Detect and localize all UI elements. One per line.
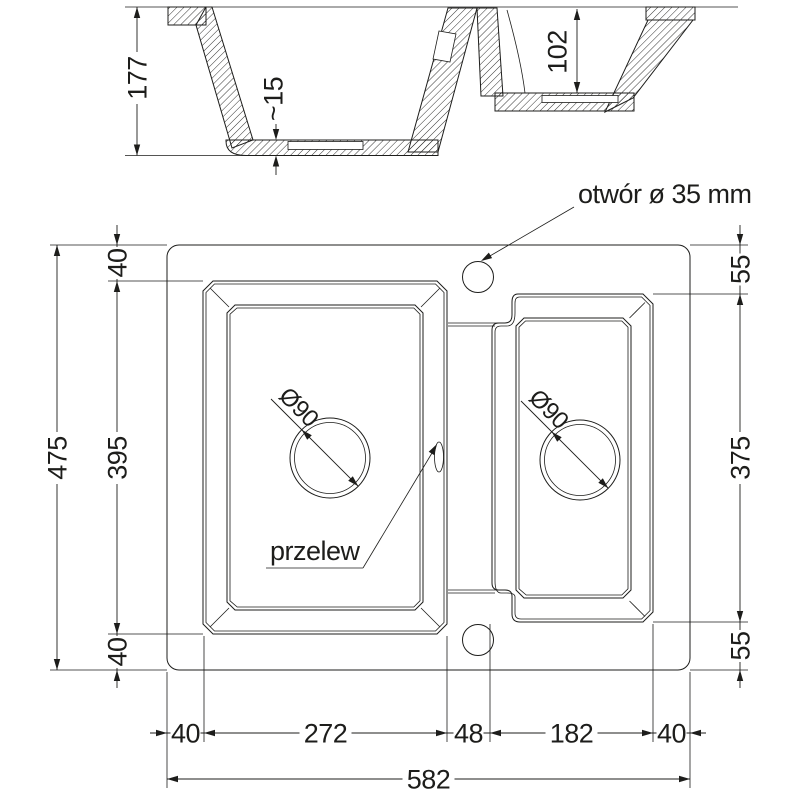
drain-left-label: Ø90 xyxy=(273,382,324,433)
dim-right-bottom: 55 xyxy=(725,631,756,661)
sink-outline xyxy=(167,245,690,670)
dim-total-depth: 177 xyxy=(122,56,153,100)
dim-bowl2-depth-group xyxy=(543,9,581,93)
dim-bottom-bowl2: 182 xyxy=(549,718,594,749)
overflow-label: przelew xyxy=(270,536,360,566)
bowl1-drain-recess xyxy=(288,142,363,150)
dim-left-total: 475 xyxy=(42,436,73,480)
dim-left-bottom: 40 xyxy=(102,637,133,667)
drain-right-label: Ø90 xyxy=(523,384,574,435)
dim-bowl2-depth: 102 xyxy=(542,30,573,74)
overflow-callout xyxy=(266,442,444,568)
dim-total-depth-group xyxy=(123,7,153,156)
dim-bottom-divider: 48 xyxy=(453,718,484,749)
hole-note-group xyxy=(481,179,752,261)
dim-bottom-right: 40 xyxy=(656,718,687,749)
bowl2-drain-recess xyxy=(542,96,618,103)
plan-view xyxy=(167,245,690,670)
bowl2-inner-face xyxy=(507,10,525,93)
drain-left-callout xyxy=(271,382,358,486)
left-wall xyxy=(196,7,253,148)
hole-note-label: otwór ø 35 mm xyxy=(578,179,752,209)
dim-right-bowl: 375 xyxy=(725,436,756,480)
divider-ledge xyxy=(448,323,499,593)
plan-dims-left xyxy=(43,225,204,688)
divider-wall-left xyxy=(408,8,477,152)
right-flange xyxy=(646,7,695,20)
right-bowl xyxy=(492,294,653,622)
dim-left-top: 40 xyxy=(102,248,133,278)
plan-dims-right xyxy=(653,225,756,688)
drain-right-callout xyxy=(521,384,608,488)
section-material xyxy=(168,7,695,156)
dim-bottom-bowl1: 272 xyxy=(303,718,348,749)
dim-right-top: 55 xyxy=(725,254,756,285)
cross-section-view xyxy=(123,7,739,175)
faucet-hole-top xyxy=(463,262,494,293)
dim-bottom-left: 40 xyxy=(170,718,201,749)
dim-bottom-total: 582 xyxy=(406,764,451,795)
divider-wall-right xyxy=(477,8,503,96)
dim-left-bowl: 395 xyxy=(102,436,133,480)
plan-dims-bottom xyxy=(150,624,706,795)
left-bowl xyxy=(203,281,447,634)
faucet-hole-bottom xyxy=(463,625,494,656)
dim-recess-depth-group xyxy=(259,77,289,175)
dim-recess-depth: ~15 xyxy=(258,76,289,122)
